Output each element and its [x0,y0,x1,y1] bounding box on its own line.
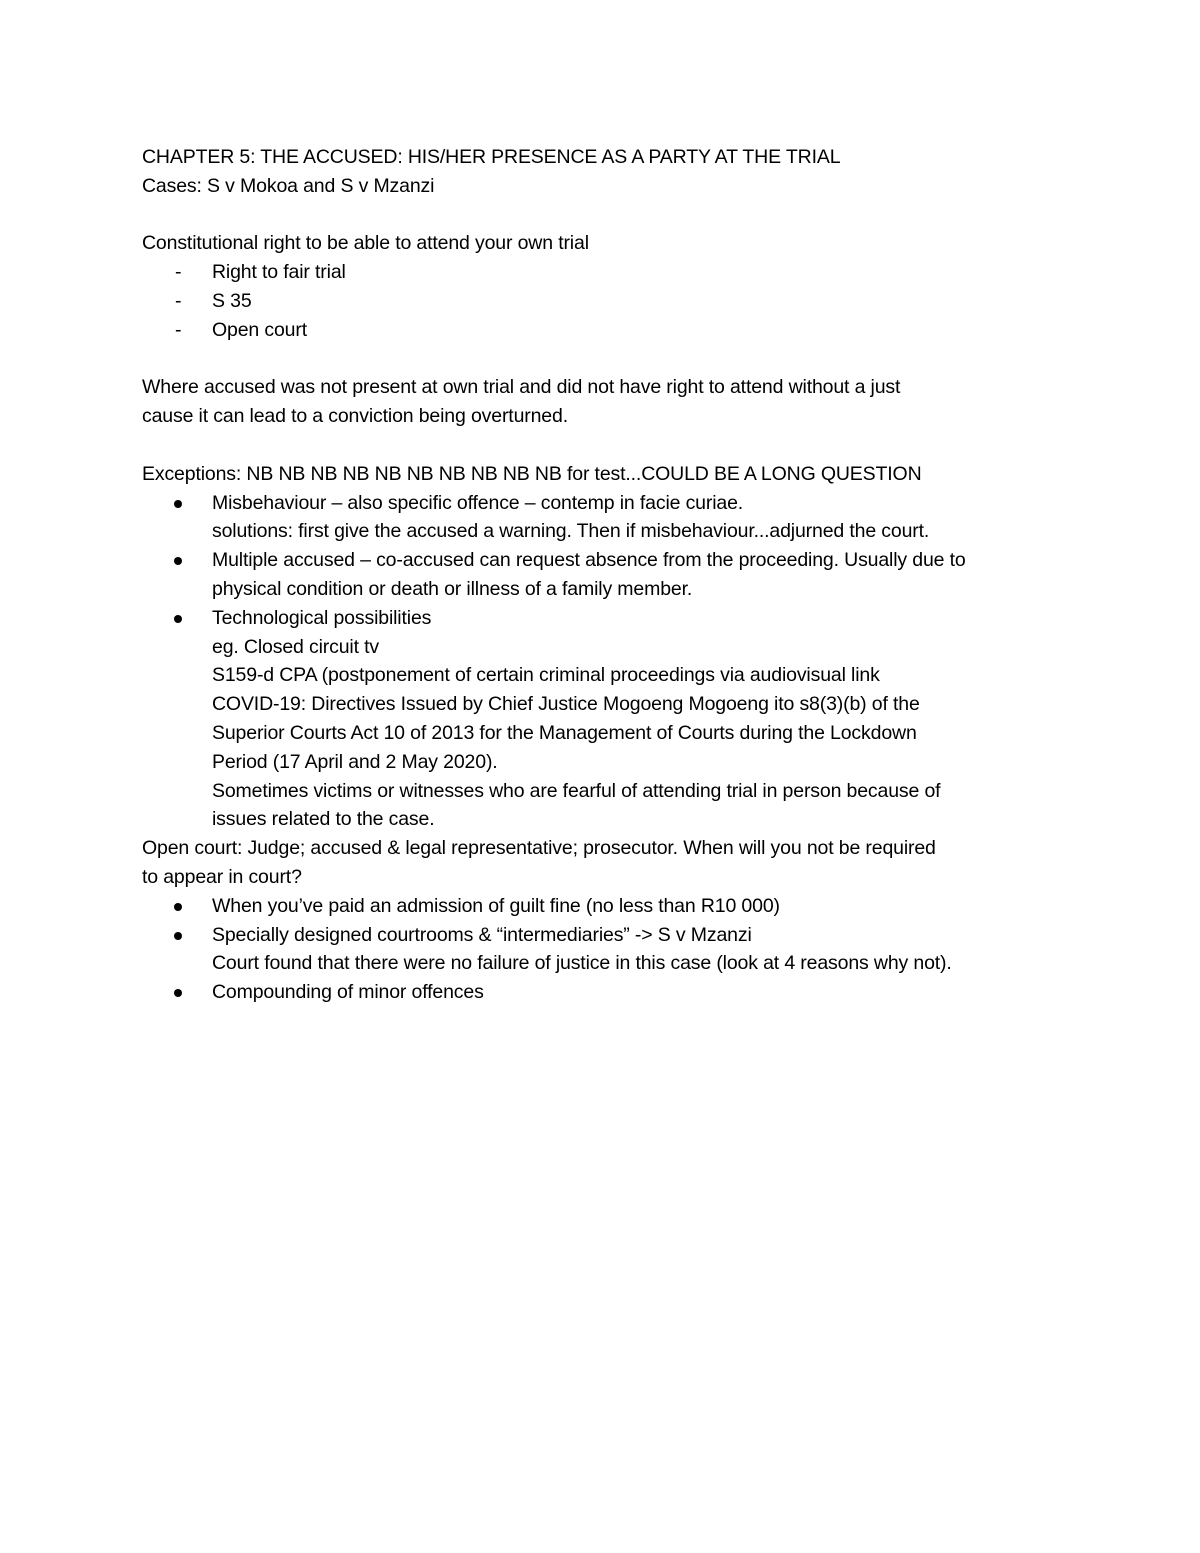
constitutional-heading: Constitutional right to be able to attend your own trial [142,232,589,255]
dash-item-text: S 35 [212,289,252,312]
dash-list-item [142,258,1072,287]
exception-bullet-item [142,489,1072,547]
bullet-text: Misbehaviour – also specific offence – contemp in facie curiae. [212,491,744,514]
not-required-bullet-item [142,892,1072,921]
bullet-text: Sometimes victims or witnesses who are fearful of attending trial in person because of [212,779,941,802]
dash-marker: - [175,261,182,284]
open-court-paragraph-line: Open court: Judge; accused & legal representative; prosecutor. When will you not be required [142,837,936,860]
bullet-text: Court found that there were no failure of justice in this case (look at 4 reasons why not). [212,952,952,975]
dash-item-text: Right to fair trial [212,261,346,284]
bullet-text: issues related to the case. [212,808,435,831]
blank-line [142,345,1072,374]
dash-item-text: Open court [212,318,307,341]
not-required-bullet-item [142,978,1072,1007]
bullet-marker [174,903,182,911]
bullet-text: Multiple accused – co-accused can request absence from the proceeding. Usually due to [212,549,966,572]
cases-line: Cases: S v Mokoa and S v Mzanzi [142,174,435,197]
chapter-title: CHAPTER 5: THE ACCUSED: HIS/HER PRESENCE AS A PARTY AT THE TRIAL [142,146,841,168]
exception-bullet-item [142,546,1072,604]
bullet-text: S159-d CPA (postponement of certain criminal proceedings via audiovisual link [212,664,880,687]
dash-marker: - [175,318,182,341]
open-court-paragraph-line: to appear in court? [142,865,302,888]
bullet-marker [174,557,182,565]
exception-bullet-item [142,604,1072,834]
bullet-text: Specially designed courtrooms & “intermediaries” -> S v Mzanzi [212,923,752,946]
dash-list-item [142,316,1072,345]
blank-line [142,201,1072,230]
bullet-text: Compounding of minor offences [212,981,484,1004]
bullet-text: Superior Courts Act 10 of 2013 for the Management of Courts during the Lockdown [212,721,917,744]
bullet-text: eg. Closed circuit tv [212,635,379,658]
bullet-marker [174,932,182,940]
bullet-text: COVID-19: Directives Issued by Chief Justice Mogoeng Mogoeng ito s8(3)(b) of the [212,693,920,716]
not-required-bullet-item [142,921,1072,979]
dash-marker: - [175,289,182,312]
bullet-marker [174,500,182,508]
bullet-marker [174,989,182,997]
blank-line [142,431,1072,460]
bullet-text: Period (17 April and 2 May 2020). [212,750,498,773]
bullet-text: solutions: first give the accused a warning. Then if misbehaviour...adjurned the court. [212,520,930,543]
bullet-text: Technological possibilities [212,606,432,629]
bullet-text: physical condition or death or illness of a family member. [212,577,693,600]
exceptions-heading: Exceptions: NB NB NB NB NB NB NB NB NB NB for test...COULD BE A LONG QUESTION [142,462,922,485]
absence-paragraph-line: Where accused was not present at own trial and did not have right to attend without a just [142,376,901,399]
bullet-marker [174,615,182,623]
dash-list-item [142,287,1072,316]
absence-paragraph-line: cause it can lead to a conviction being overturned. [142,405,568,428]
bullet-text: When you’ve paid an admission of guilt fine (no less than R10 000) [212,894,780,917]
document-body [142,143,1072,1007]
